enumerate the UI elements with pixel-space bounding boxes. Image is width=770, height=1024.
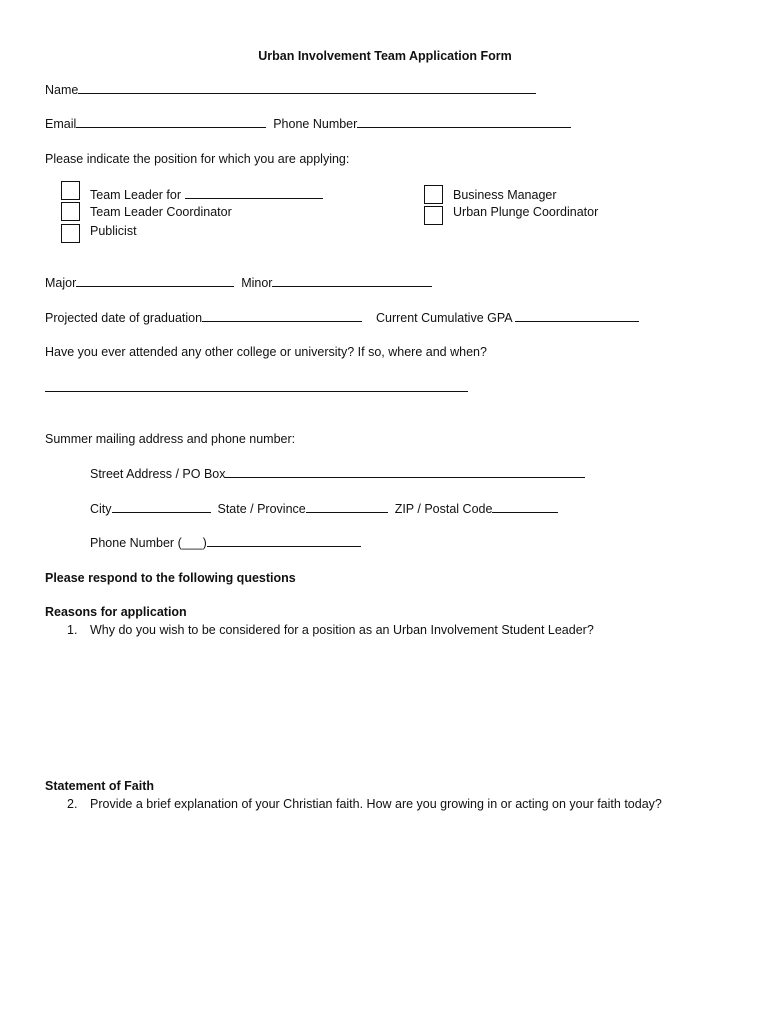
summer-address-label: Summer mailing address and phone number: [45, 432, 296, 446]
form-title: Urban Involvement Team Application Form [258, 49, 512, 63]
publicist-checkbox[interactable] [61, 224, 80, 243]
minor-field[interactable] [272, 275, 432, 287]
position-team-leader [90, 187, 323, 203]
team-leader-checkbox[interactable] [61, 181, 80, 200]
summer-phone-area-code[interactable]: (___) [177, 536, 207, 550]
graduation-label: Projected date of graduation [45, 311, 203, 325]
position-team-leader-coordinator: Team Leader Coordinator [90, 205, 232, 219]
major-field[interactable] [76, 275, 234, 287]
graduation-gpa-row [45, 310, 639, 326]
email-label: Email [45, 117, 77, 131]
respond-heading: Please respond to the following questions [45, 571, 296, 585]
college-answer-field[interactable] [45, 380, 468, 392]
gpa-label: Current Cumulative GPA [375, 311, 512, 325]
summer-phone-label: Phone Number [90, 536, 175, 550]
state-label: State / Province [217, 502, 306, 516]
position-urban-plunge-coordinator: Urban Plunge Coordinator [453, 205, 599, 219]
gpa-field[interactable] [515, 310, 639, 322]
name-row [45, 82, 536, 98]
city-label: City [90, 502, 112, 516]
phone-label: Phone Number [273, 117, 358, 131]
graduation-field[interactable] [202, 310, 362, 322]
team-leader-coordinator-checkbox[interactable] [61, 202, 80, 221]
question-2-number: 2. [67, 797, 78, 811]
summer-phone-field[interactable] [207, 535, 361, 547]
reasons-heading: Reasons for application [45, 605, 187, 619]
college-question: Have you ever attended any other college or university? If so, where and when? [45, 345, 487, 359]
question-1-text: Why do you wish to be considered for a position as an Urban Involvement Student Leader? [90, 623, 594, 637]
position-prompt: Please indicate the position for which you are applying: [45, 152, 350, 166]
question-2-text: Provide a brief explanation of your Christian faith. How are you growing in or acting on your faith today? [90, 797, 662, 811]
urban-plunge-coordinator-checkbox[interactable] [424, 206, 443, 225]
street-field[interactable] [225, 466, 585, 478]
name-label: Name [45, 83, 79, 97]
zip-field[interactable] [492, 501, 558, 513]
position-publicist: Publicist [90, 224, 137, 238]
major-label: Major [45, 276, 77, 290]
street-label: Street Address / PO Box [90, 467, 226, 481]
minor-label: Minor [241, 276, 273, 290]
state-field[interactable] [306, 501, 388, 513]
phone-field[interactable] [357, 116, 571, 128]
position-business-manager: Business Manager [453, 188, 557, 202]
email-phone-row [45, 116, 571, 132]
summer-phone-row [90, 535, 361, 551]
major-minor-row [45, 275, 432, 291]
team-leader-for-field[interactable] [185, 187, 323, 199]
city-field[interactable] [112, 501, 211, 513]
street-row [90, 466, 585, 482]
faith-heading: Statement of Faith [45, 779, 155, 793]
zip-label: ZIP / Postal Code [394, 502, 493, 516]
business-manager-checkbox[interactable] [424, 185, 443, 204]
email-field[interactable] [76, 116, 266, 128]
college-answer-row [45, 380, 468, 396]
name-field[interactable] [78, 82, 536, 94]
question-1-number: 1. [67, 623, 78, 637]
position-label: Team Leader for [90, 188, 182, 202]
city-state-zip-row [90, 501, 558, 517]
